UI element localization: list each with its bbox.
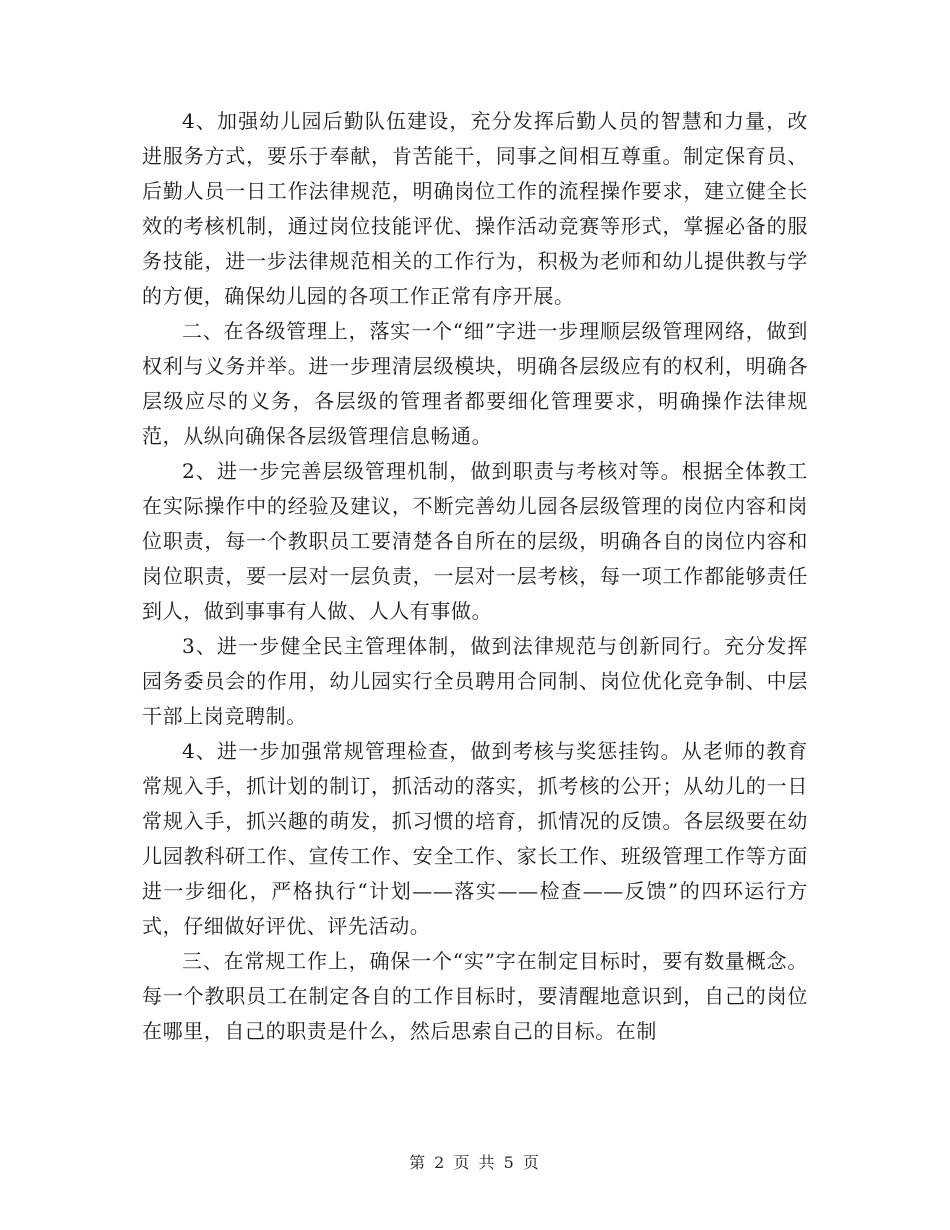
paragraph-2: 二、在各级管理上，落实一个“细”字进一步理顺层级管理网络，做到权利与义务并举。进一步理清层级模块，明确各层级应有的权利，明确各层级应尽的义务，各层级的管理者都要细化管理要求，明确操作法律规范，从纵向确保各层级管理信息畅通。: [142, 319, 808, 448]
paragraph-6: 三、在常规工作上，确保一个“实”字在制定目标时，要有数量概念。每一个教职员工在制定各自的工作目标时，要清醒地意识到，自己的岗位在哪里，自己的职责是什么，然后思索自己的目标。在制: [142, 949, 808, 1043]
paragraph-4: 3、进一步健全民主管理体制，做到法律规范与创新同行。充分发挥园务委员会的作用，幼儿园实行全员聘用合同制、岗位优化竞争制、中层干部上岗竞聘制。: [142, 634, 808, 728]
page-number-footer: 第 2 页 共 5 页: [409, 1153, 541, 1172]
paragraph-3: 2、进一步完善层级管理机制，做到职责与考核对等。根据全体教工在实际操作中的经验及建议，不断完善幼儿园各层级管理的岗位内容和岗位职责，每一个教职员工要清楚各自所在的层级，明确各自的岗位内容和岗位职责，要一层对一层负责，一层对一层考核，每一项工作都能够责任到人，做到事事有人做、人人有事做。: [142, 459, 808, 623]
paragraph-1: 4、加强幼儿园后勤队伍建设，充分发挥后勤人员的智慧和力量，改进服务方式，要乐于奉献，肯苦能干，同事之间相互尊重。制定保育员、后勤人员一日工作法律规范，明确岗位工作的流程操作要求，建立健全长效的考核机制，通过岗位技能评优、操作活动竞赛等形式，掌握必备的服务技能，进一步法律规范相关的工作行为，积极为老师和幼儿提供教与学的方便，确保幼儿园的各项工作正常有序开展。: [142, 109, 808, 308]
document-body: [142, 104, 808, 1049]
paragraph-5: 4、进一步加强常规管理检查，做到考核与奖惩挂钩。从老师的教育常规入手，抓计划的制订，抓活动的落实，抓考核的公开；从幼儿的一日常规入手，抓兴趣的萌发，抓习惯的培育，抓情况的反馈。各层级要在幼儿园教科研工作、宣传工作、安全工作、家长工作、班级管理工作等方面进一步细化，严格执行“计划——落实——检查——反馈”的四环运行方式，仔细做好评优、评先活动。: [142, 739, 808, 938]
